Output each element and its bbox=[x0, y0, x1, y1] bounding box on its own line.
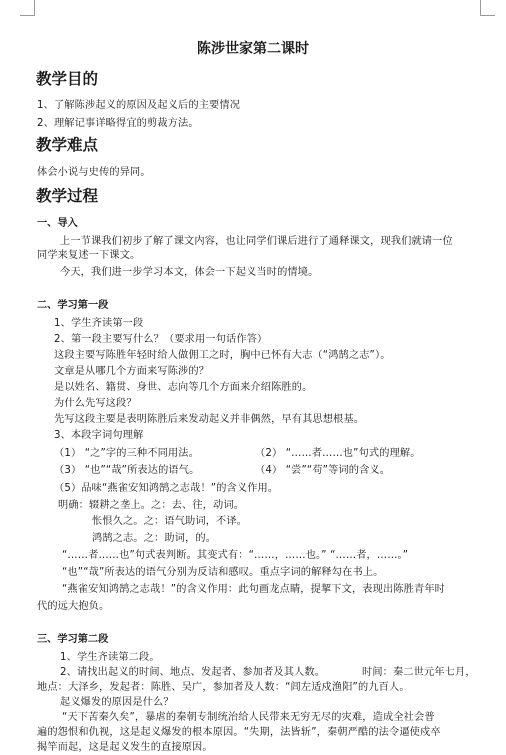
paragraph-line: （2） “……者……也”句式的理解。 bbox=[255, 448, 421, 459]
paragraph-line: 代的远大抱负。 bbox=[37, 601, 110, 612]
intro-heading: 一、导入 bbox=[37, 218, 78, 229]
part1-heading: 二、学习第一段 bbox=[37, 300, 109, 311]
paragraph-line: 1、学生齐读第一段 bbox=[54, 318, 144, 329]
paragraph-line: 同学来复述一下课文。 bbox=[37, 250, 141, 261]
paragraph-line: 这段主要写陈胜年轻时给人做佣工之时，胸中已怀有大志（“鸿鹄之志”）。 bbox=[54, 350, 391, 361]
paragraph-line: 遍的怨恨和仇视，这是起义爆发的根本原因。“失期，法皆斩”，秦朝严酷的法令逼使戍卒 bbox=[37, 727, 441, 738]
paragraph-line: “……者……也”句式表判断。其变式有：“……，……也。” “……者，……。” bbox=[62, 550, 409, 561]
paragraph-line: “燕雀安知鸿鹄之志哉！”的含义作用：此句画龙点睛，提挈下文，表现出陈胜青年时 bbox=[62, 584, 446, 595]
goals-heading: 教学目的 bbox=[36, 69, 99, 88]
goal-item: 2、理解记事详略得宜的剪裁方法。 bbox=[37, 118, 199, 129]
paragraph-line: “也”“哉”所表达的语气分别为反诘和感叹。重点字词的解释勾在书上。 bbox=[62, 567, 384, 578]
paragraph-line: “天下苦秦久矣”，暴虐的秦朝专制统治给人民带来无穷无尽的灾难，造成全社会普 bbox=[62, 712, 435, 723]
paragraph-line: 起义爆发的原因是什么？ bbox=[60, 697, 174, 708]
paragraph-line: （4） “尝”“苟”等词的含义。 bbox=[255, 465, 391, 476]
difficulty-text: 体会小说与史传的异同。 bbox=[37, 167, 151, 178]
goal-item: 1、了解陈涉起义的原因及起义后的主要情况 bbox=[37, 100, 241, 111]
paragraph-line: 地点：大泽乡，发起者：陈胜、吴广，参加者及人数：“闾左适戍渔阳”的九百人。 bbox=[37, 682, 410, 693]
paragraph-line: 揭竿而起，这是起义发生的直接原因。 bbox=[37, 742, 213, 753]
paragraph-line: 先写这段主要是表明陈胜后来发动起义并非偶然，早有其思想根基。 bbox=[54, 414, 365, 425]
paragraph-line: （5）品味“燕雀安知鸿鹄之志哉！”的含义作用。 bbox=[54, 483, 279, 494]
paragraph-line: 3、本段字词句理解 bbox=[54, 430, 144, 441]
paragraph-line: 是以姓名、籍贯、身世、志向等几个方面来介绍陈胜的。 bbox=[54, 382, 313, 393]
paragraph-line: 文章是从哪几个方面来写陈涉的？ bbox=[54, 366, 210, 377]
paragraph-line: 明确：辍耕之垄上。之：去、往，动词。 bbox=[58, 500, 245, 511]
paragraph-line: （1） “之”字的三种不同用法。 bbox=[54, 448, 199, 459]
paragraph-line: 时间：秦二世元年七月， bbox=[362, 667, 476, 678]
paragraph-line: 1、学生齐读第二段。 bbox=[60, 652, 160, 663]
process-heading: 教学过程 bbox=[36, 186, 99, 205]
difficulty-heading: 教学难点 bbox=[36, 135, 99, 154]
paragraph-line: 今天，我们进一步学习本文，体会一下起义当时的情境。 bbox=[60, 267, 319, 278]
paragraph-line: 2、请找出起义的时间、地点、发起者、参加者及其人数。 bbox=[60, 667, 326, 678]
paragraph-line: 上一节课我们初步了解了课文内容，也让同学们课后进行了通释课文，现我们就请一位 bbox=[60, 236, 453, 247]
paragraph-line: 为什么先写这段？ bbox=[54, 398, 137, 409]
paragraph-line: 鸿鹄之志。之：助词，的。 bbox=[92, 533, 217, 544]
part2-heading: 三、学习第二段 bbox=[37, 634, 109, 645]
paragraph-line: （3） “也”“哉”所表达的语气。 bbox=[54, 465, 200, 476]
document-title: 陈涉世家第二课时 bbox=[197, 41, 309, 57]
paragraph-line: 怅恨久之。之：语气助词，不译。 bbox=[92, 516, 248, 527]
paragraph-line: 2、第一段主要写什么？（要求用一句话作答） bbox=[54, 334, 268, 345]
